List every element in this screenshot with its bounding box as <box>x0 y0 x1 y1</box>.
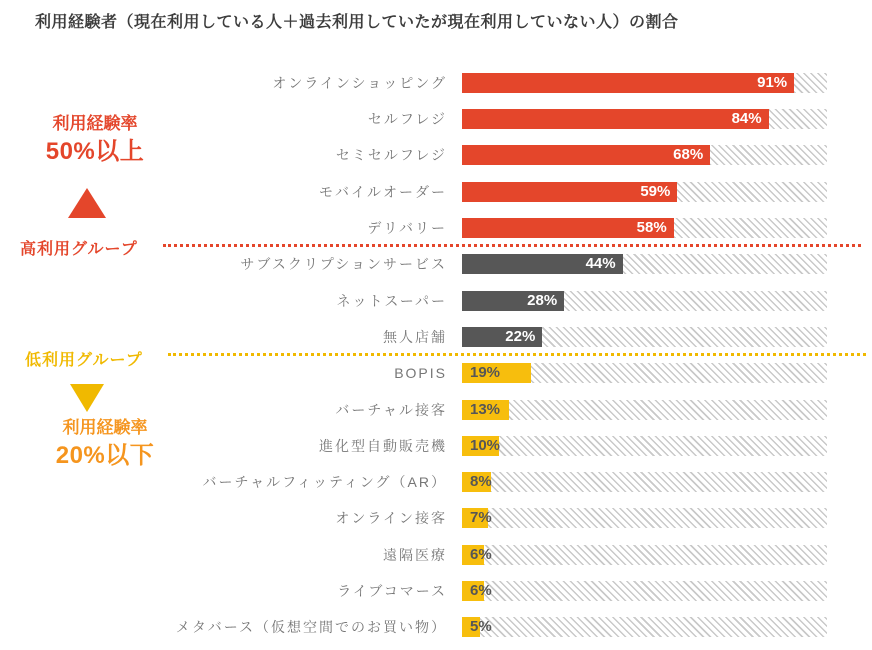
chart-row <box>0 428 872 465</box>
value-label: 6% <box>470 582 492 599</box>
chart-title: 利用経験者（現在利用している人＋過去利用していたが現在利用していない人）の割合 <box>35 14 679 31</box>
value-label: 7% <box>470 509 492 527</box>
category-label: バーチャルフィッティング（AR） <box>202 474 447 491</box>
bar <box>462 109 769 129</box>
bar-track <box>462 291 827 311</box>
category-label: 進化型自動販売機 <box>319 437 447 454</box>
category-label: セミセルフレジ <box>335 147 447 164</box>
bar <box>462 145 710 165</box>
high-group-label: 高利用グループ <box>20 241 138 258</box>
bar <box>462 254 623 274</box>
bar-track <box>462 545 827 565</box>
value-label: 91% <box>757 73 788 91</box>
value-label: 84% <box>731 110 762 128</box>
category-label: 遠隔医療 <box>383 546 447 563</box>
category-label: オンライン接客 <box>335 510 447 527</box>
high-rate-label: 利用経験率 <box>52 114 138 133</box>
high-rate-value: 50%以上 <box>45 137 145 165</box>
value-label: 8% <box>470 473 492 491</box>
value-label: 59% <box>640 182 671 200</box>
bar <box>462 291 564 311</box>
chart-row <box>0 500 872 537</box>
category-label: BOPIS <box>394 365 447 382</box>
chart-row <box>0 210 872 247</box>
chart-row <box>0 537 872 574</box>
low-rate-label: 利用経験率 <box>62 418 148 437</box>
value-label: 10% <box>470 436 501 454</box>
bar-track <box>462 109 827 129</box>
chart-row <box>0 174 872 211</box>
chart-row <box>0 283 872 320</box>
category-label: バーチャル接客 <box>335 401 447 418</box>
bar-track <box>462 254 827 274</box>
value-label: 58% <box>636 219 667 236</box>
chart-row <box>0 319 872 356</box>
bar-track <box>462 327 827 347</box>
category-label: ネットスーパー <box>336 292 447 309</box>
value-label: 5% <box>470 618 492 636</box>
value-label: 22% <box>505 327 536 345</box>
value-label: 28% <box>527 291 558 309</box>
bar <box>462 327 542 347</box>
chart-row <box>0 65 872 102</box>
bar-track <box>462 145 827 165</box>
category-label: オンラインショッピング <box>272 74 447 91</box>
bar-track <box>462 436 827 456</box>
bar-track <box>462 182 827 202</box>
chart-row <box>0 392 872 429</box>
low-group-label: 低利用グループ <box>25 352 143 369</box>
category-label: セルフレジ <box>367 111 447 128</box>
category-label: メタバース（仮想空間でのお買い物） <box>175 619 447 636</box>
chart-row <box>0 464 872 501</box>
bar-track <box>462 363 827 383</box>
chart-row <box>0 137 872 174</box>
value-label: 6% <box>470 545 492 563</box>
category-label: デリバリー <box>367 220 447 236</box>
chart-row <box>0 101 872 138</box>
bar-track <box>462 400 827 420</box>
bar-track <box>462 508 827 528</box>
value-label: 13% <box>470 400 501 418</box>
bar-track <box>462 218 827 238</box>
category-label: 無人店舗 <box>383 328 447 345</box>
category-label: モバイルオーダー <box>319 183 447 200</box>
chart-row <box>0 246 872 283</box>
bar-track <box>462 73 827 93</box>
category-label: ライブコマース <box>337 583 447 599</box>
value-label: 44% <box>585 255 616 273</box>
low-rate-value: 20%以下 <box>55 441 155 469</box>
bar <box>462 73 794 93</box>
bar-track <box>462 472 827 492</box>
category-label: サブスクリプションサービス <box>240 256 447 273</box>
chart-row <box>0 355 872 392</box>
chart-row <box>0 573 872 610</box>
value-label: 68% <box>673 146 704 164</box>
bar <box>462 182 677 202</box>
bar <box>462 218 674 238</box>
bar-track <box>462 581 827 601</box>
chart-row <box>0 609 872 646</box>
value-label: 19% <box>470 364 501 382</box>
bar-track <box>462 617 827 637</box>
